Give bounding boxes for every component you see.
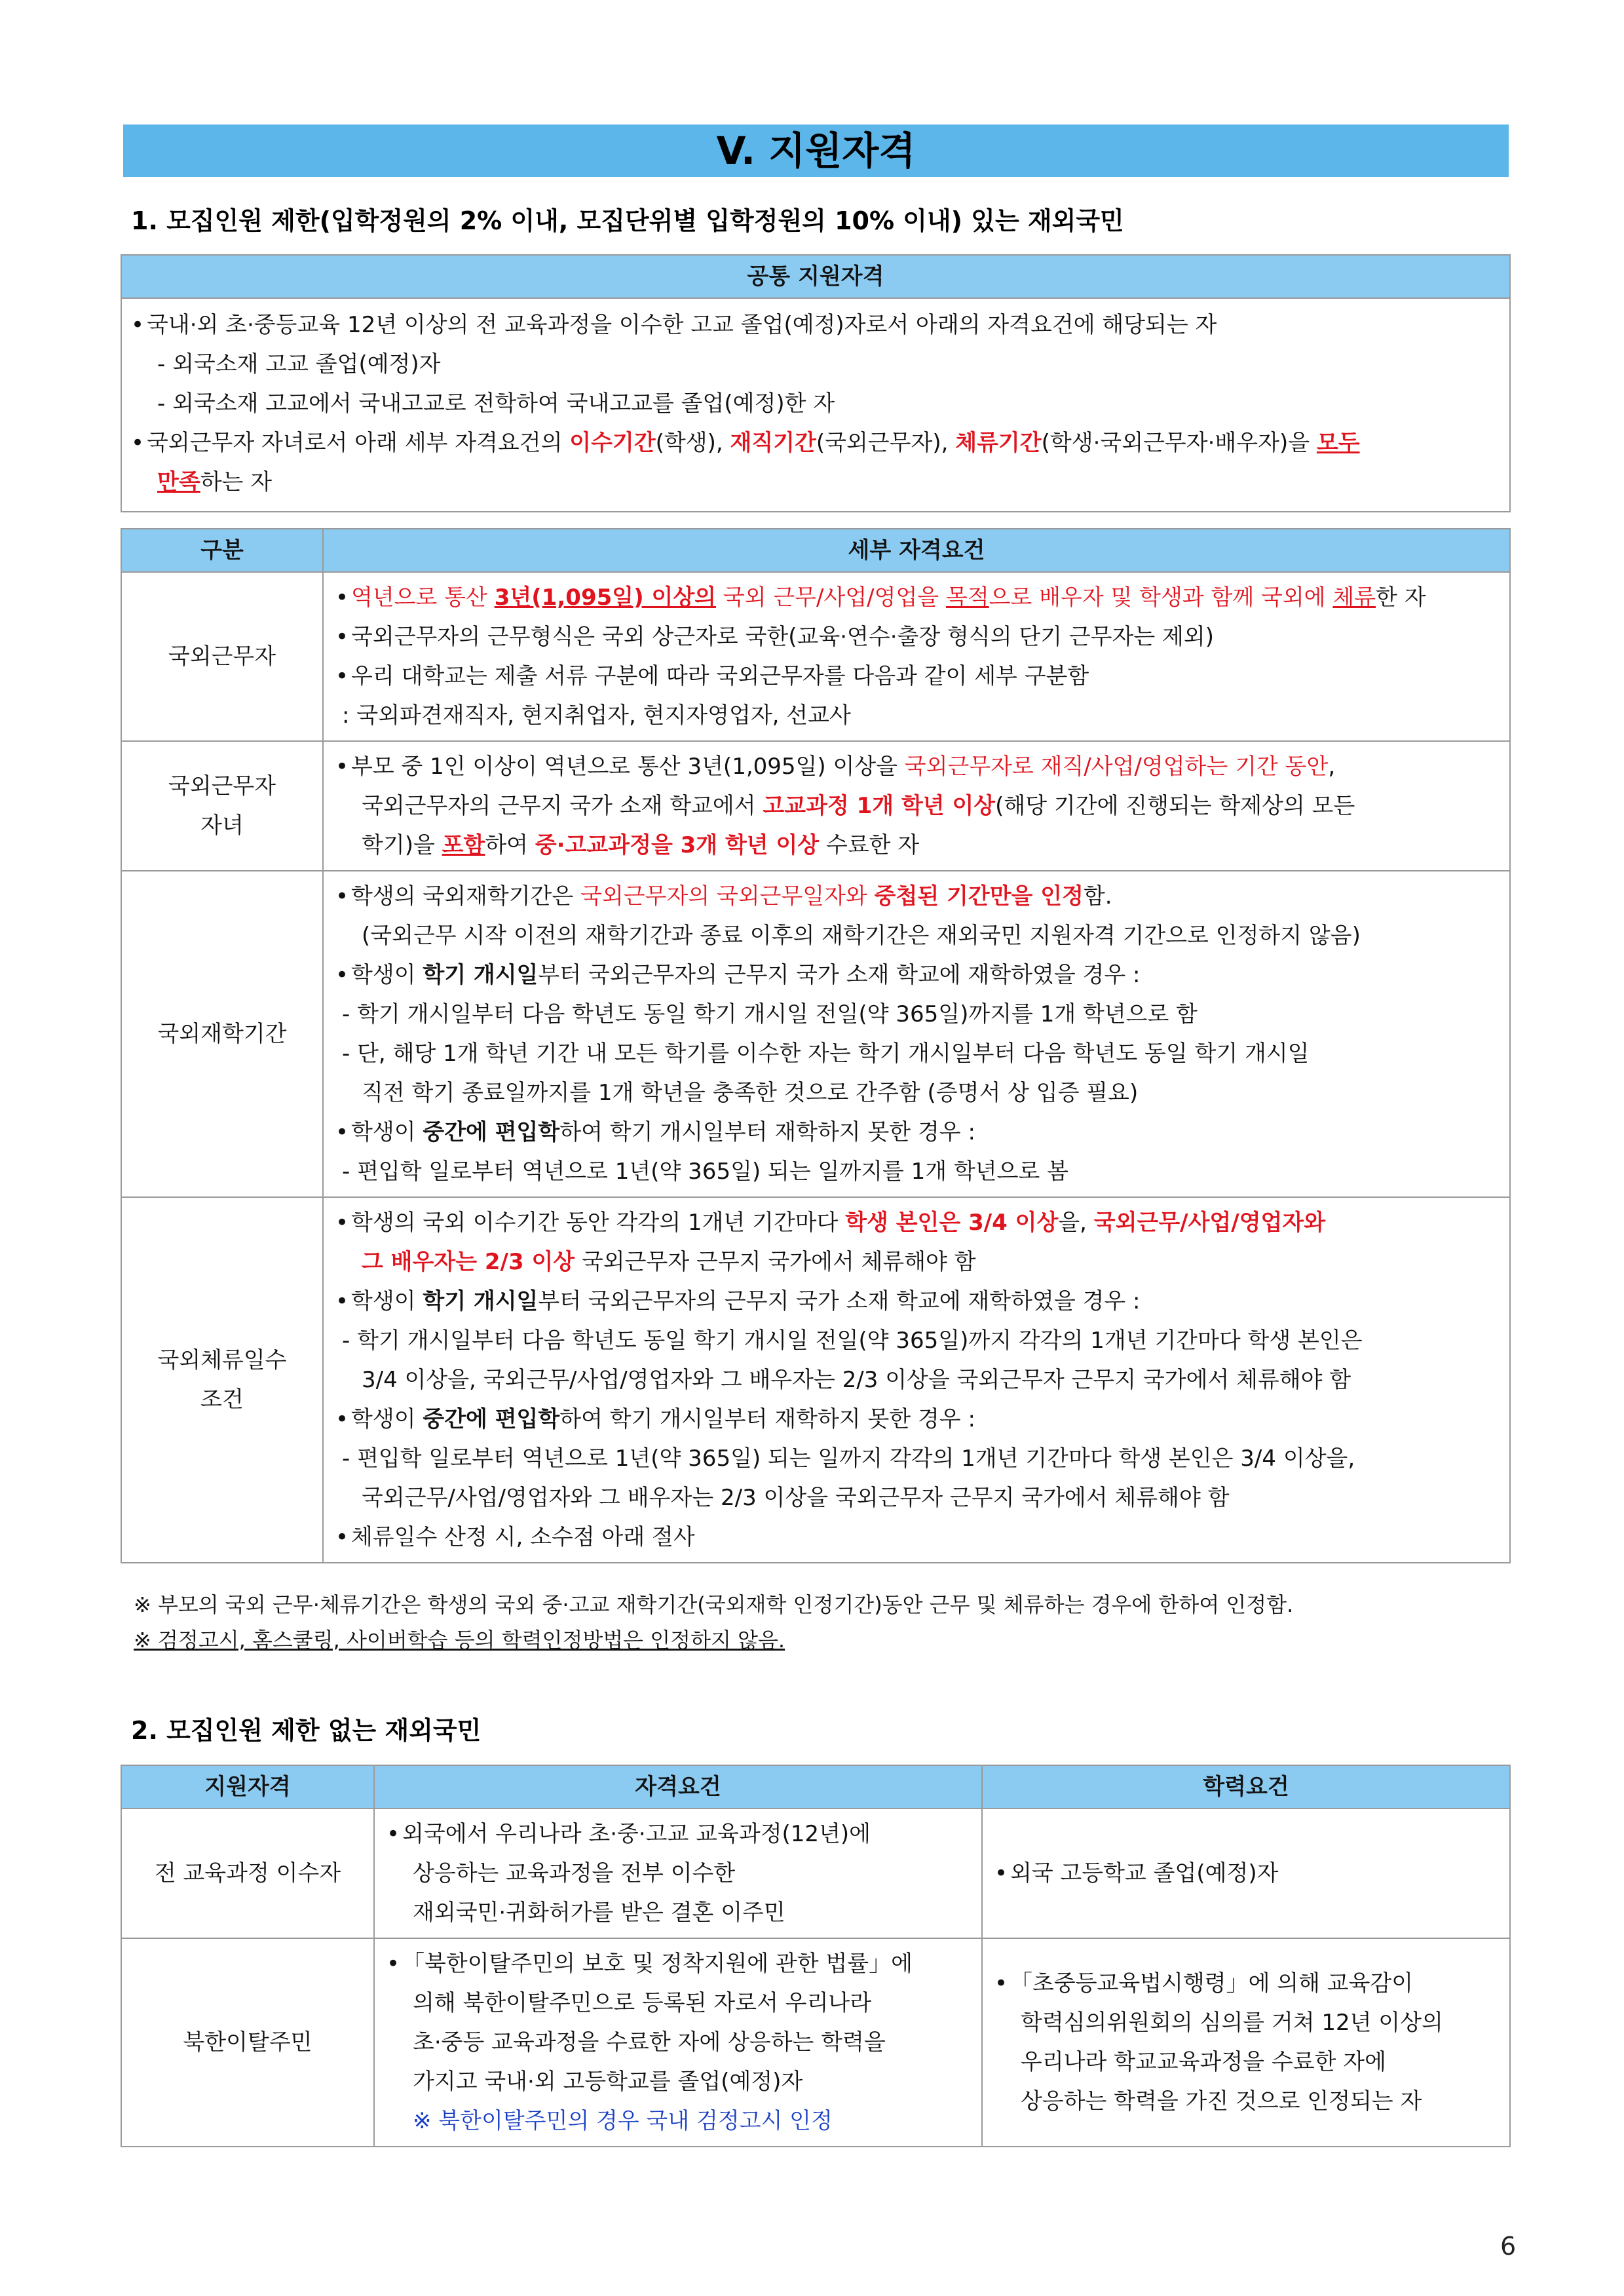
detail-col-requirements: 세부 자격요건 <box>323 529 1510 572</box>
section2-heading: 2. 모집인원 제한 없는 재외국민 <box>131 1716 482 1745</box>
section1-heading: 1. 모집인원 제한(입학정원의 2% 이내, 모집단위별 입학정원의 10% 이내) 있는 재외국민 <box>131 206 1124 235</box>
row-requirements: • 「북한이탈주민의 보호 및 정착지원에 관한 법률」에 의해 북한이탈주민으로 등록된 자로서 우리나라 초·중등 교육과정을 수료한 자에 상응하는 학력을 가지고 국내·외 고등학교를 졸업(예정)자 ※ 북한이탈주민의 경우 국내 검정고시 인정 <box>374 1938 982 2147</box>
page-number: 6 <box>1500 2232 1517 2261</box>
row-requirements: • 부모 중 1인 이상이 역년으로 통산 3년(1,095일) 이상을 국외근무자로 재직/사업/영업하는 기간 동안, 국외근무자의 근무지 국가 소재 학교에서 고교과정 1개 학년 이상(해당 기간에 진행되는 학제상의 모든 학기)을 포함하여 중·고교과정을 3개 학년 이상 수료한 자 <box>323 741 1510 871</box>
row-requirements: • 외국에서 우리나라 초·중·고교 교육과정(12년)에 상응하는 교육과정을 전부 이수한 재외국민·귀화허가를 받은 결혼 이주민 <box>374 1808 982 1938</box>
row-requirements: • 학생의 국외 이수기간 동안 각각의 1개년 기간마다 학생 본인은 3/4 이상을, 국외근무/사업/영업자와 그 배우자는 2/3 이상 국외근무자 근무지 국가에서 체류해야 함 • 학생이 학기 개시일부터 국외근무자의 근무지 국가 소재 학교에 재학하였을 경우 : - 학기 개시일부터 다음 학년도 동일 학기 개시일 전일(약 365일)까지 각각의 1개년 기간마다 학생 본인은 3/4 이상을, 국외근무/사업/영업자와 그 배우자는 2/3 이상을 국외근무자 근무지 국가에서 체류해야 함 • 학생이 중간에 편입학하여 학기 개시일부터 재학하지 못한 경우 : - 편입학 일로부터 역년으로 1년(약 365일) 되는 일까지 각각의 1개년 기간마다 학생 본인은 3/4 이상을, 국외근무/사업/영업자와 그 배우자는 2/3 이상을 국외근무자 근무지 국가에서 체류해야 함 • 체류일수 산정 시, 소수점 아래 절사 <box>323 1197 1510 1563</box>
row-academic: • 「초중등교육법시행령」에 의해 교육감이 학력심의위원회의 심의를 거쳐 12년 이상의 우리나라 학교교육과정을 수료한 자에 상응하는 학력을 가진 것으로 인정되는 자 <box>982 1938 1510 2147</box>
col-academic: 학력요건 <box>982 1765 1510 1808</box>
detail-qualification-table <box>121 528 1511 1563</box>
table-row <box>121 1197 1510 1563</box>
row-category: 국외근무자 <box>121 572 323 741</box>
unlimited-qualification-table <box>121 1765 1511 2147</box>
common-line-4: • 국외근무자 자녀로서 아래 세부 자격요건의 이수기간(학생), 재직기간(국외근무자), 체류기간(학생·국외근무자·배우자)을 모두 <box>128 423 1503 463</box>
row-category: 전 교육과정 이수자 <box>121 1808 374 1938</box>
common-line-3: - 외국소재 고교에서 국내고교로 전학하여 국내고교를 졸업(예정)한 자 <box>157 391 835 417</box>
table-row <box>121 1808 1510 1938</box>
common-line-1: • 국내·외 초·중등교육 12년 이상의 전 교육과정을 이수한 고교 졸업(예정)자로서 아래의 자격요건에 해당되는 자 <box>128 305 1503 345</box>
common-qualification-table <box>121 254 1511 512</box>
table-row <box>121 572 1510 741</box>
detail-col-category: 구분 <box>121 529 323 572</box>
common-header: 공통 지원자격 <box>121 255 1510 298</box>
row-category: 북한이탈주민 <box>121 1938 374 2147</box>
note-parent-period: ※ 부모의 국외 근무·체류기간은 학생의 국외 중·고교 재학기간(국외재학 인정기간)동안 근무 및 체류하는 경우에 한하여 인정함. <box>134 1592 1294 1617</box>
common-line-5: 만족하는 자 <box>157 469 273 495</box>
row-academic: • 외국 고등학교 졸업(예정)자 <box>982 1808 1510 1938</box>
row-category: 국외재학기간 <box>121 871 323 1197</box>
row-requirements: • 역년으로 통산 3년(1,095일) 이상의 국외 근무/사업/영업을 목적으로 배우자 및 학생과 함께 국외에 체류한 자 • 국외근무자의 근무형식은 국외 상근자로 국한(교육·연수·출장 형식의 단기 근무자는 제외) • 우리 대학교는 제출 서류 구분에 따라 국외근무자를 다음과 같이 세부 구분함 : 국외파견재직자, 현지취업자, 현지자영업자, 선교사 <box>323 572 1510 741</box>
col-qualification: 지원자격 <box>121 1765 374 1808</box>
common-line-2: - 외국소재 고교 졸업(예정)자 <box>157 351 441 377</box>
row-category: 국외체류일수 조건 <box>121 1197 323 1563</box>
page-title: V. 지원자격 <box>123 124 1509 177</box>
row-requirements: • 학생의 국외재학기간은 국외근무자의 국외근무일자와 중첩된 기간만을 인정함. (국외근무 시작 이전의 재학기간과 종료 이후의 재학기간은 재외국민 지원자격 기간으로 인정하지 않음) • 학생이 학기 개시일부터 국외근무자의 근무지 국가 소재 학교에 재학하였을 경우 : - 학기 개시일부터 다음 학년도 동일 학기 개시일 전일(약 365일)까지를 1개 학년으로 함 - 단, 해당 1개 학년 기간 내 모든 학기를 이수한 자는 학기 개시일부터 다음 학년도 동일 학기 개시일 직전 학기 종료일까지를 1개 학년을 충족한 것으로 간주함 (증명서 상 입증 필요) • 학생이 중간에 편입학하여 학기 개시일부터 재학하지 못한 경우 : - 편입학 일로부터 역년으로 1년(약 365일) 되는 일까지를 1개 학년으로 봄 <box>323 871 1510 1197</box>
table-row <box>121 741 1510 871</box>
col-requirements: 자격요건 <box>374 1765 982 1808</box>
common-body <box>121 298 1510 512</box>
table-row <box>121 871 1510 1197</box>
note-ged-excluded: ※ 검정고시, 홈스쿨링, 사이버학습 등의 학력인정방법은 인정하지 않음. <box>134 1628 785 1653</box>
table-row <box>121 1938 1510 2147</box>
row-category: 국외근무자 자녀 <box>121 741 323 871</box>
